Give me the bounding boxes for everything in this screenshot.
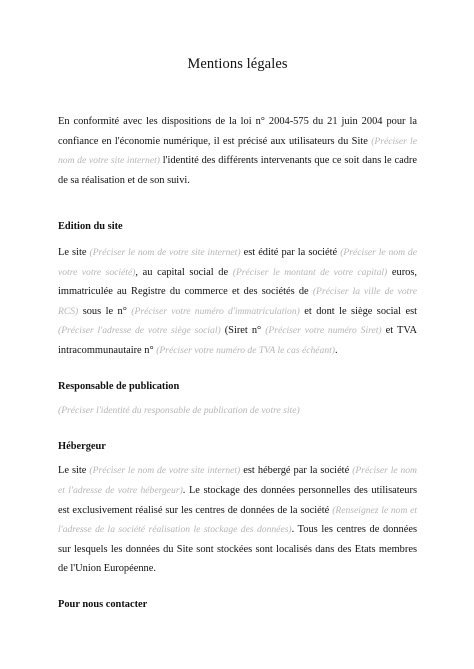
placeholder-host-name-address: (Préciser le nom et l'adresse de votre hébergeur) (58, 465, 417, 496)
intro-paragraph (58, 112, 417, 190)
section-heading-contact: Pour nous contacter (58, 598, 148, 610)
section-heading-hebergeur: Hébergeur (58, 440, 106, 452)
placeholder-vat-number: (Préciser votre numéro de TVA le cas échéant) (156, 344, 335, 356)
intro-text-2: l'identité des différents intervenants que ce soit dans le cadre de sa réalisation et de son suivi. (58, 155, 417, 186)
placeholder-siret: (Préciser votre numéro Siret) (265, 325, 382, 337)
edition-text-5: sous le n° (78, 305, 132, 317)
placeholder-head-office-address: (Préciser l'adresse de votre siège social) (58, 325, 221, 337)
publication-paragraph (58, 401, 417, 421)
hebergeur-text-4: . Tous les centres de données sur lesquels les données du Site sont stockées sont localisés dans des Etats membres de l'Union Européenne. (58, 524, 417, 575)
placeholder-site-name: (Préciser le nom de votre site internet) (89, 246, 241, 258)
intro-text-1: En conformité avec les dispositions de la loi n° 2004-575 du 21 juin 2004 pour la confiance en l'économie numérique, il est précisé aux utilisateurs du Site (58, 116, 417, 147)
edition-text-7: (Siret n° (220, 325, 266, 337)
placeholder-site-name: (Préciser le nom de votre site internet) (89, 465, 241, 477)
placeholder-publication-manager: (Préciser l'identité du responsable de publication de votre site) (58, 405, 300, 417)
hebergeur-paragraph (58, 461, 417, 579)
hebergeur-text-1: Le site (58, 465, 90, 477)
hebergeur-text-3: . Le stockage des données personnelles des utilisateurs est exclusivement réalisé sur les centres de données de la société (58, 484, 417, 516)
placeholder-rcs-city: (Préciser la ville de votre RCS) (58, 286, 417, 317)
placeholder-storage-company: (Renseignez le nom et l'adresse de la société réalisation le stockage des données) (58, 504, 417, 536)
hebergeur-text-2: est hébergé par la société (240, 465, 353, 477)
edition-text-8: et TVA intracommunautaire n° (58, 325, 417, 356)
edition-text-4: euros, immatriculée au Registre du commerce et des sociétés de (58, 266, 418, 298)
section-heading-publication: Responsable de publication (58, 380, 180, 392)
placeholder-capital: (Préciser le montant de votre capital) (232, 266, 388, 278)
edition-text-1: Le site (58, 246, 90, 258)
edition-paragraph (58, 243, 417, 361)
edition-text-6: et dont le siège social est (299, 305, 418, 317)
page-title: Mentions légales (187, 56, 288, 72)
edition-text-9: . (334, 344, 338, 356)
placeholder-site-name: (Préciser le nom de votre site internet) (58, 135, 417, 167)
placeholder-company-name: (Préciser le nom de votre votre société) (58, 246, 417, 278)
edition-text-3: , au capital social de (135, 266, 233, 278)
section-heading-edition: Edition du site (58, 221, 123, 233)
placeholder-registration-number: (Préciser votre numéro d'immatriculation) (131, 305, 300, 317)
edition-text-2: est édité par la société (240, 246, 341, 258)
